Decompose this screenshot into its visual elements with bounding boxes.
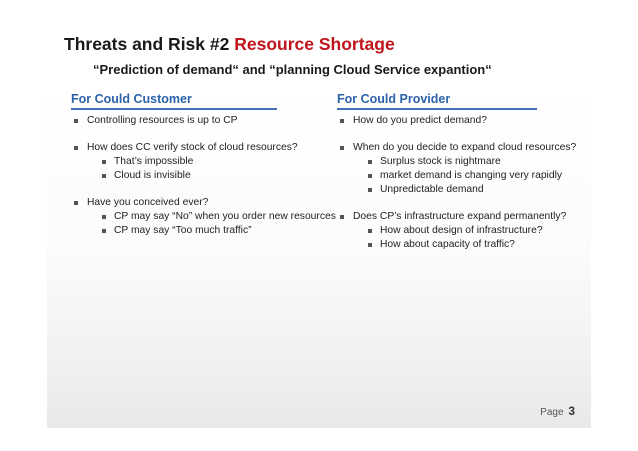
provider-list (337, 114, 587, 252)
list-item-text: When do you decide to expand cloud resources? (353, 142, 577, 153)
list-item-text: Have you conceived ever? (87, 197, 209, 208)
bullet-icon (102, 174, 106, 178)
bullet-icon (368, 174, 372, 178)
list-item (337, 210, 587, 224)
list-subitem (337, 183, 587, 197)
bullet-icon (340, 146, 344, 150)
list-item (71, 196, 341, 210)
page-number-value: 3 (568, 404, 575, 418)
slide-subtitle: “Prediction of demand“ and “planning Cloud Service expantion“ (93, 62, 492, 77)
slide-title (64, 34, 395, 55)
bullet-icon (102, 160, 106, 164)
list-item-text: Surplus stock is nightmare (380, 156, 501, 167)
provider-heading: For Could Provider (337, 92, 537, 110)
page-label: Page (540, 407, 564, 418)
bullet-icon (340, 215, 344, 219)
title-prefix: Threats and Risk #2 (64, 34, 235, 54)
bullet-icon (74, 119, 78, 123)
list-subitem (337, 155, 587, 169)
list-item-text: How about design of infrastructure? (380, 225, 543, 236)
list-subitem (71, 155, 341, 169)
bullet-icon (368, 188, 372, 192)
list-item-text: CP may say “No” when you order new resources (114, 211, 336, 222)
list-item (337, 141, 587, 155)
list-item-text: CP may say “Too much traffic” (114, 225, 252, 236)
list-item-text: Unpredictable demand (380, 184, 484, 195)
content-panel (47, 86, 591, 428)
list-item-text: Controlling resources is up to CP (87, 115, 238, 126)
bullet-icon (102, 229, 106, 233)
bullet-icon (74, 201, 78, 205)
list-subitem (337, 224, 587, 238)
customer-column (71, 92, 341, 238)
bullet-icon (340, 119, 344, 123)
customer-list (71, 114, 341, 238)
list-item-text: Cloud is invisible (114, 170, 191, 181)
list-item (337, 114, 587, 128)
list-item-text: market demand is changing very rapidly (380, 170, 563, 181)
list-item-text: That’s impossible (114, 156, 194, 167)
list-subitem (337, 169, 587, 183)
customer-heading: For Could Customer (71, 92, 277, 110)
list-item-text: How about capacity of traffic? (380, 239, 515, 250)
bullet-icon (368, 229, 372, 233)
bullet-icon (368, 243, 372, 247)
list-item-text: Does CP’s infrastructure expand permanently? (353, 211, 567, 222)
title-highlight: Resource Shortage (234, 34, 395, 54)
list-item-text: How does CC verify stock of cloud resources? (87, 142, 298, 153)
list-subitem (71, 224, 341, 238)
list-subitem (337, 238, 587, 252)
list-item (71, 141, 341, 155)
provider-column (337, 92, 587, 252)
page-number (540, 404, 575, 418)
list-item-text: How do you predict demand? (353, 115, 487, 126)
bullet-icon (368, 160, 372, 164)
list-item (71, 114, 341, 128)
list-subitem (71, 169, 341, 183)
bullet-icon (102, 215, 106, 219)
list-subitem (71, 210, 341, 224)
bullet-icon (74, 146, 78, 150)
